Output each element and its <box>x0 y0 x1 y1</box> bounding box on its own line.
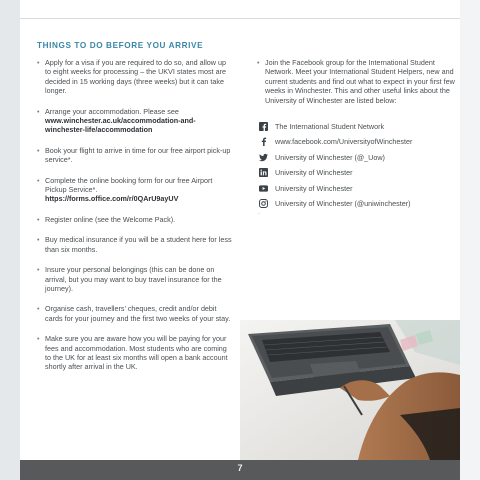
list-item-flight: • Book your flight to arrive in time for our free airport pick-up service*. <box>37 146 233 165</box>
accommodation-link[interactable]: www.winchester.ac.uk/accommodation-and-winchester-life/accommodation <box>45 116 196 135</box>
list-item-fees: • Make sure you are aware how you will be paying for your fees and accommodation. Most students who are coming to the UK for at least six months will open a bank account shortly after arrival in the UK. <box>37 334 233 372</box>
laptop-photo <box>240 320 460 460</box>
list-item-cash: • Organise cash, travellers’ cheques, credit and/or debit cards for your journey and the first two weeks of your stay. <box>37 304 233 323</box>
laptop-illustration <box>240 320 460 460</box>
list-item-insurance: • Buy medical insurance if you will be a student here for less than six months. <box>37 235 233 254</box>
left-column <box>37 58 233 372</box>
social-link-isn-facebook[interactable] <box>257 119 457 133</box>
booking-form-link[interactable]: https://forms.office.com/r/0QArU9ayUV <box>45 194 179 204</box>
page-number: 7 <box>237 463 243 473</box>
social-link-label: University of Winchester <box>275 168 353 178</box>
page-footer <box>20 460 460 480</box>
social-link-youtube[interactable] <box>257 181 457 195</box>
youtube-icon <box>259 184 268 193</box>
social-link-instagram[interactable] <box>257 197 457 211</box>
social-link-label: University of Winchester <box>275 183 353 193</box>
social-link-label: University of Winchester (@uniwinchester) <box>275 199 411 209</box>
list-item-visa: • Apply for a visa if you are required to do so, and allow up to eight weeks for processing – the UKVI states most are decided in 15 working days (three weeks) but it can take longer. <box>37 58 233 96</box>
section-heading: THINGS TO DO BEFORE YOU ARRIVE <box>37 41 204 50</box>
social-link-label: The International Student Network <box>275 121 385 131</box>
instagram-icon <box>259 199 268 208</box>
facebook-icon <box>259 137 268 146</box>
list-item-register: • Register online (see the Welcome Pack). <box>37 215 233 224</box>
social-link-twitter[interactable] <box>257 150 457 164</box>
social-links-list <box>257 119 457 213</box>
social-link-label: University of Winchester (@_Uow) <box>275 152 385 162</box>
list-item-booking-form: • Complete the online booking form for our free Airport Pickup Service*. https://forms.office.com/r/0QArU9ayUV <box>37 176 233 204</box>
linkedin-icon <box>259 168 268 177</box>
facebook-icon <box>259 122 268 131</box>
right-column <box>257 58 457 105</box>
list-item-belongings: • Insure your personal belongings (this can be done on arrival, but you may want to buy travel insurance for the journey). <box>37 265 233 293</box>
social-link-linkedin[interactable] <box>257 166 457 180</box>
list-item-accommodation: • Arrange your accommodation. Please see www.winchester.ac.uk/accommodation-and-winchester-life/accommodation <box>37 107 233 135</box>
twitter-icon <box>259 153 268 162</box>
list-item-facebook-group: • Join the Facebook group for the International Student Network. Meet your International Student Helpers, new and current students and find out what to expect in your first few weeks in Winchester. This and other useful links about the University of Winchester are listed below: <box>257 58 457 105</box>
social-link-facebook-url[interactable] <box>257 135 457 149</box>
page-top-strip <box>20 0 460 19</box>
stray-mark: . <box>258 209 260 216</box>
social-link-label: www.facebook.com/UniversityofWinchester <box>275 137 413 147</box>
right-margin-bar <box>460 0 480 480</box>
